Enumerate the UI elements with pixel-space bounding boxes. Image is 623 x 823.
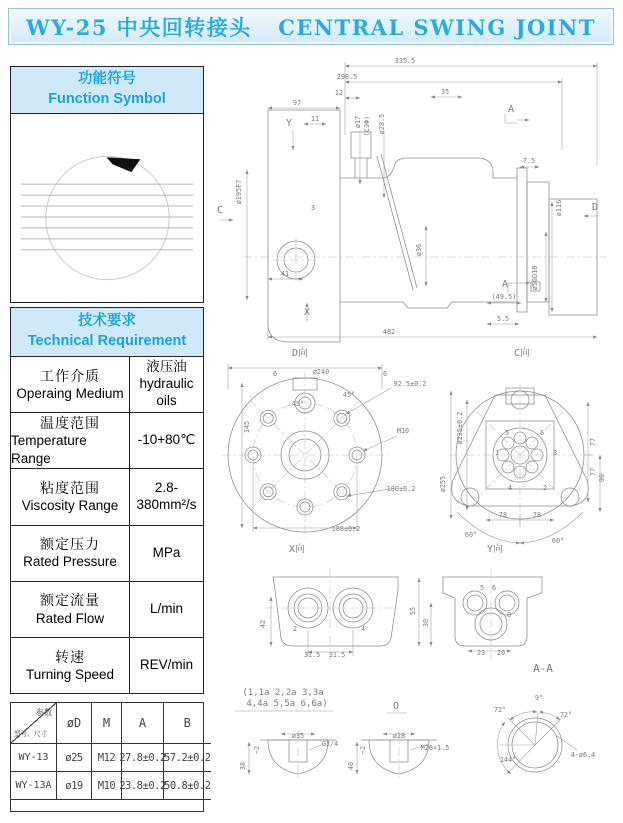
dim-label: 6 [272,370,278,378]
dim-label: 4 [507,484,513,492]
dim-label: 6 [382,370,388,378]
dim-label: ø28.5 [378,113,386,135]
technical-requirement-header-en: Technical Requirement [27,333,187,349]
dim-label: 42 [259,619,267,629]
dim-label: 3 [310,204,316,212]
dim-label: 30 [422,618,430,628]
view-x-block [265,568,400,660]
requirement-name: 粘度范围 Viscosity Range [11,469,130,524]
requirement-value: L/min [149,600,183,616]
dim-label: 2 [542,484,548,492]
main-side-view [216,62,607,342]
view-y-block [419,568,542,660]
symbol-circle [46,156,169,279]
dim-label: Y向 [486,544,504,555]
dim-label: 180±0.2 [386,485,416,493]
requirement-row [11,413,203,469]
dim-label: X [303,307,311,318]
model-value-cell: M12 [91,743,121,771]
dim-label: 1 [494,449,500,457]
dim-label: 35 [440,88,450,96]
dim-label: 4,4a 5,5a 6,6a) [246,699,328,709]
dim-label: 11 [310,115,320,123]
dim-label: 7.5 [522,157,536,165]
model-value-cell: 57.2±0.2 [163,743,211,771]
dim-label: 77 [589,467,597,477]
dim-label: 4-ø6.4 [570,751,596,759]
dim-label: 12 [334,89,344,97]
dim-label: 41 [280,270,290,278]
dim-label: 298.5 [336,73,358,81]
requirement-value: 液压油 hydraulic oils [139,359,194,409]
model-name-cell: WY-13A [11,771,56,799]
model-value-cell: ø19 [56,771,91,799]
dim-label: ø255 [439,475,447,493]
requirement-value: REV/min [139,657,194,672]
model-name-cell: WY-13 [11,743,56,771]
requirement-row [11,582,203,638]
dim-label: ø50D10 [531,265,539,291]
requirement-name: 工作介质 Operaing Medium [11,357,130,412]
requirement-row [11,638,203,693]
dim-label: 90 [598,473,606,483]
function-symbol-header-en: Function Symbol [48,91,166,107]
dim-label: ø225±0.2 [456,411,464,445]
model-parameter-table [10,702,211,812]
function-symbol-svg [11,114,203,302]
dim-label: M26×1.5 [420,744,450,752]
requirement-row [11,357,203,413]
technical-drawing [205,50,623,823]
dim-label: A-A [533,662,553,675]
dim-label: 31.5 [303,651,321,659]
function-symbol-diagram [10,113,204,303]
dim-label: 4 [360,625,366,633]
model-value-cell: 23.8±0.2 [121,771,163,799]
dim-label: 45° [291,400,305,408]
dim-label: M10 [396,427,410,435]
dim-label: 145 [243,420,251,434]
model-col-header: A [121,703,163,743]
dim-label: 55 [409,606,417,616]
model-value-cell: M10 [91,771,121,799]
dim-label: 78 [498,511,508,519]
model-col-header: M [91,703,121,743]
requirement-name: 额定流量 Rated Flow [11,582,130,637]
dim-label: 78 [532,511,542,519]
dim-label: A [507,104,515,115]
dim-label: 144° [499,756,517,764]
dim-label: ~2 [359,745,367,755]
corner-label-parameter: 参数 [36,708,52,717]
dim-label: D向 [291,348,309,359]
dim-label: 2 [292,625,298,633]
dim-label: 31.5 [328,651,346,659]
dim-label: 60° [551,537,565,545]
model-value-cell: ø25 [56,743,91,771]
dim-label: 77 [589,437,597,447]
dim-label: A [501,279,509,290]
dim-label: 72° [493,706,507,714]
dim-label: ø240 [312,368,330,376]
dim-label: 72° [559,711,573,719]
dim-label: 6 [491,584,497,592]
page-title [8,8,614,45]
dim-label: O [392,701,400,712]
requirement-value: -10+80℃ [137,432,196,448]
dim-label: 40 [347,761,355,771]
dim-label: (C3Φ) [363,115,371,137]
dim-label: 5 [479,584,485,592]
dim-label: ~2 [253,745,261,755]
dim-label: 482 [382,328,396,336]
dim-label: 45° [342,391,356,399]
model-value-cell: 50.8±0.2 [163,771,211,799]
function-symbol-header [10,66,204,114]
view-c-flange [449,384,600,543]
requirement-name: 温度范围 Temperature Range [11,413,130,468]
requirement-value: 2.8-380mm²/s [136,480,197,512]
symbol-lines [21,184,193,250]
dim-label: (49.5) [491,293,517,301]
technical-requirement-header [10,307,204,357]
dim-label: 60° [464,531,478,539]
corner-label-model-size: 型号、尺寸 [13,730,48,738]
dim-label: G3/4 [321,740,339,748]
dim-label: 3 [552,449,558,457]
function-symbol-header-zh: 功能符号 [78,71,136,88]
dim-label: ø28 [392,732,406,740]
dim-label: 188±0.2 [331,525,361,533]
dim-label: 38 [239,761,247,771]
requirement-row [11,526,203,582]
technical-requirement-header-zh: 技术要求 [78,313,136,330]
model-col-header: B [163,703,211,743]
requirements-table [10,356,204,694]
dim-label: 6 [539,429,545,437]
dim-label: 97 [292,99,302,107]
dim-label: Y [285,118,293,129]
dim-label: ø116 [555,199,563,217]
dim-label: C向 [513,348,531,359]
dim-label: X向 [288,544,306,555]
requirement-name: 额定压力 Rated Pressure [11,526,130,581]
page-title-text: WY-25 中央回转接头 CENTRAL SWING JOINT [26,14,596,40]
dim-label: ø35 [291,732,305,740]
dim-label: 20 [496,649,506,657]
requirement-value: MPa [152,544,181,560]
section-a-a [497,712,577,774]
dim-label: 5.5 [496,315,510,323]
dim-label: ø195F7 [235,179,243,205]
dim-label: ø36 [415,243,423,257]
dim-label: C [216,205,224,216]
dim-label: (1,1a 2,2a 3,3a [242,688,324,698]
model-table-empty-row [11,799,211,811]
dim-label: 23 [476,649,486,657]
dim-label: 335.5 [394,57,416,65]
model-table-corner-cell [11,703,56,743]
dim-label: 9° [534,694,544,702]
requirement-row [11,469,203,525]
model-col-header: øD [56,703,91,743]
dim-label: D [591,202,599,213]
dim-label: ø17 [354,115,362,129]
dim-label: 5 [504,429,510,437]
requirement-name: 转速 Turning Speed [11,638,130,693]
dim-label: 0 [506,611,512,619]
model-value-cell: 27.8±0.2 [121,743,163,771]
dimension-labels [217,57,606,770]
dim-label: 92.5±0.2 [393,380,427,388]
rotation-arrow-flag [107,157,141,172]
view-d-flange [222,364,397,538]
